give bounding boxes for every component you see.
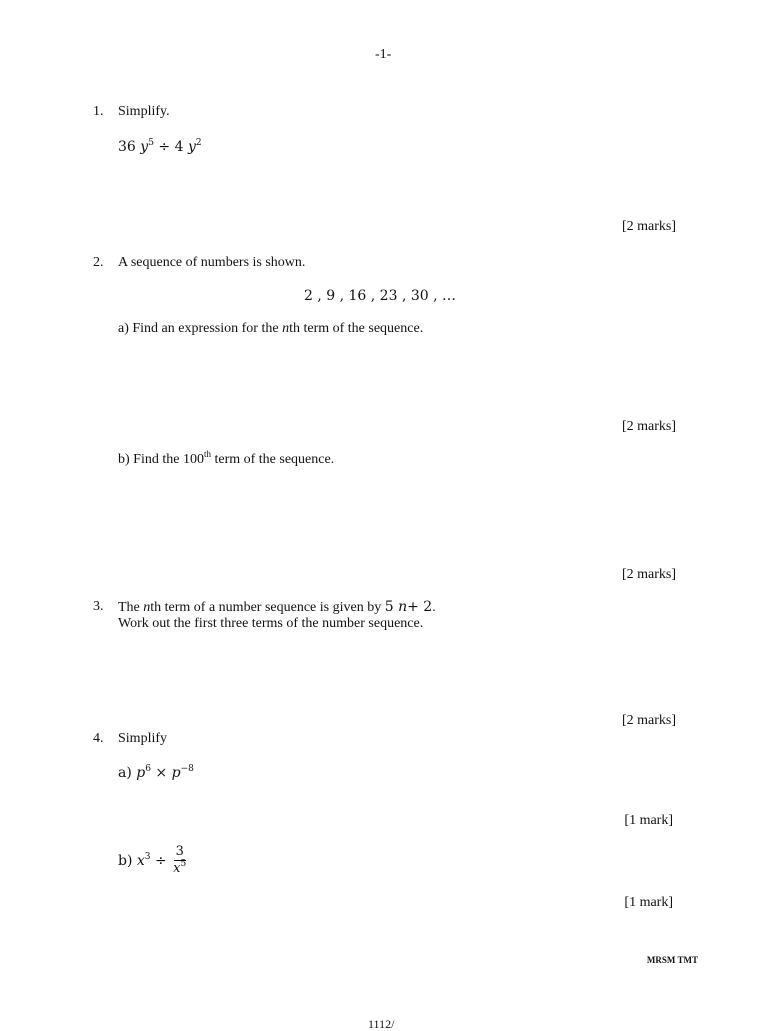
exponent: 5 (180, 859, 187, 870)
variable: x (136, 852, 145, 869)
footer-code: MRSM TMT (646, 955, 698, 965)
exponent: 5 (148, 138, 154, 148)
footer-cut-text: 1112/ (368, 1017, 395, 1031)
marks-label: [1 mark] (624, 813, 673, 828)
part-b-expression (118, 845, 188, 877)
marks-label: [2 marks] (621, 567, 676, 582)
part-a-prompt (118, 322, 423, 336)
exponent: 6 (145, 764, 151, 774)
marks-label: [2 marks] (621, 713, 676, 728)
variable: n (282, 321, 290, 336)
operator: ÷ (154, 852, 167, 869)
variable: p (136, 765, 146, 781)
question-prompt: A sequence of numbers is shown. (118, 255, 306, 270)
part-b-prompt (118, 449, 335, 467)
variable: x (173, 861, 181, 877)
text: term of the sequence. (210, 452, 335, 467)
variable: n (398, 599, 408, 615)
text: The (118, 600, 144, 615)
text: th term of a number sequence is given by (150, 600, 385, 615)
question-prompt: Simplify (118, 731, 168, 746)
text: a) Find an expression for the (118, 321, 283, 336)
part-label: b) (118, 852, 133, 869)
coefficient: 5 (384, 599, 394, 615)
constant-term: + 2 (407, 599, 433, 615)
text: th term of the sequence. (289, 321, 424, 336)
question-line-2: Work out the first three terms of the number sequence. (118, 616, 424, 631)
question-prompt: Simplify. (118, 104, 170, 119)
coefficient: 36 (118, 139, 136, 155)
variable: y (187, 139, 196, 155)
expression (385, 599, 433, 615)
marks-label: [1 mark] (624, 895, 673, 910)
operator: × (155, 765, 168, 781)
ordinal-suffix: th (203, 449, 211, 459)
page-number: -1- (375, 47, 392, 62)
variable: y (140, 139, 149, 155)
expression (118, 140, 202, 154)
denominator (171, 861, 188, 876)
marks-label: [2 marks] (621, 419, 676, 434)
text: b) Find the 100 (118, 452, 204, 467)
exponent: 3 (144, 851, 151, 862)
question-number: 3. (93, 599, 104, 614)
fraction (171, 845, 188, 877)
exponent: −8 (180, 764, 194, 774)
numerator: 3 (174, 845, 186, 861)
exponent: 2 (195, 138, 202, 148)
variable: n (143, 600, 151, 615)
question-line-1 (118, 600, 436, 615)
part-label: a) (118, 765, 132, 781)
coefficient: 4 (174, 139, 184, 155)
marks-label: [2 marks] (621, 219, 676, 234)
part-a-expression (118, 766, 194, 780)
operator: ÷ (158, 139, 171, 155)
question-number: 4. (93, 731, 104, 746)
text: . (432, 600, 436, 615)
question-number: 2. (93, 255, 104, 270)
variable: p (171, 765, 181, 781)
question-number: 1. (93, 104, 104, 119)
sequence-display: 2 , 9 , 16 , 23 , 30 , … (304, 288, 457, 304)
